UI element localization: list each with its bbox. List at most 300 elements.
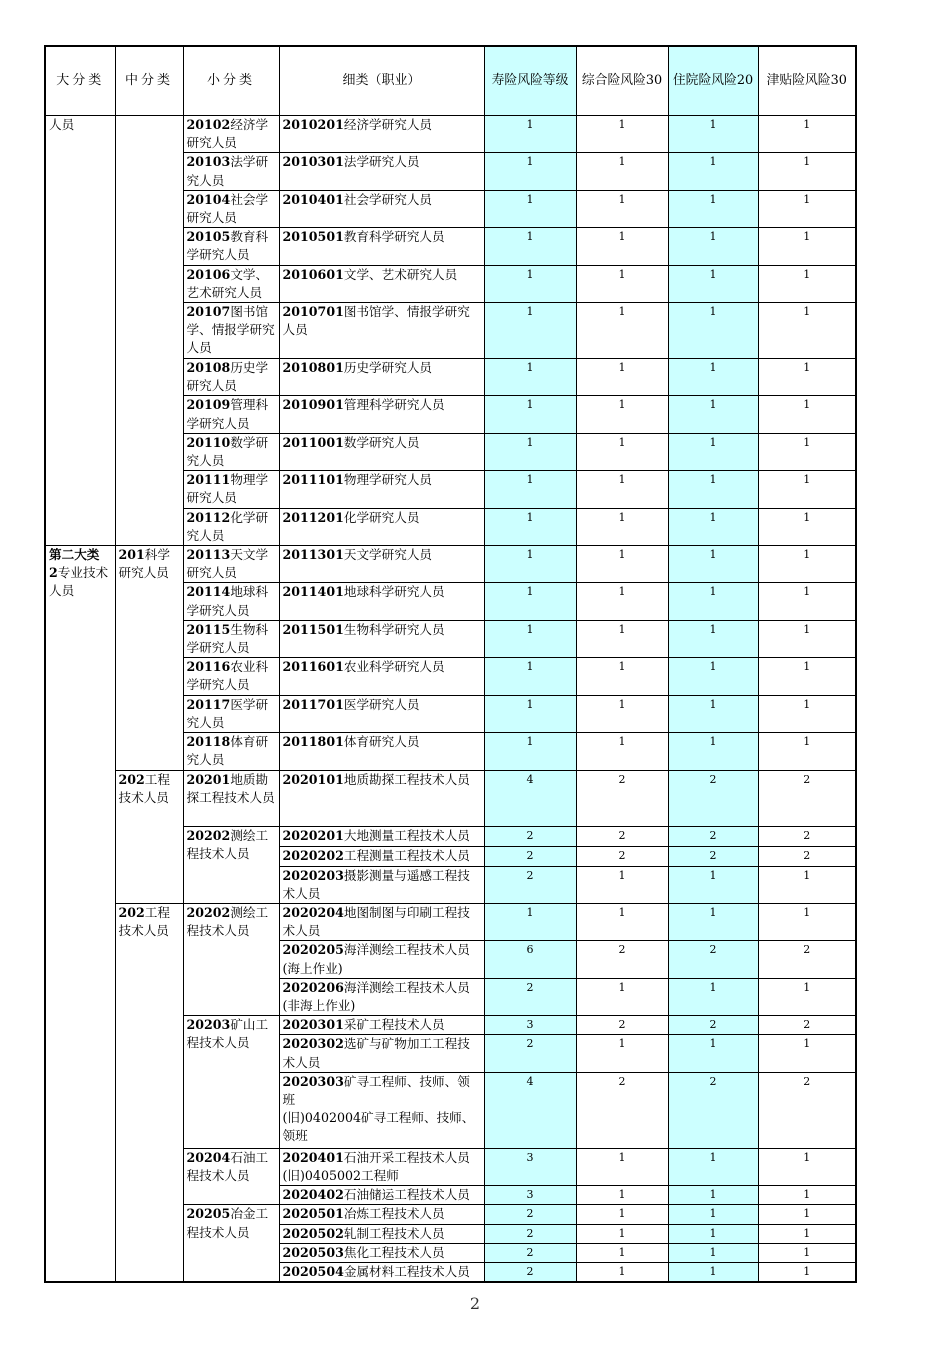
allowance-risk-value: 2 [758,770,856,826]
hospital-risk-value: 2 [668,770,758,826]
subcat-cell [183,1016,279,1149]
subcat-code: 20113 [186,547,231,563]
subcat-cell [183,153,279,190]
comprehensive-risk-value: 1 [576,1186,668,1205]
major-category-cell [45,546,115,1283]
subcat-name: 社会学研究人员 [186,191,269,226]
occupation-cell [279,471,484,508]
life-risk-value: 1 [484,190,576,227]
subcat-name: 法学研究人员 [186,154,269,188]
allowance-risk-value: 1 [758,1224,856,1243]
subcat-code: 20204 [186,1149,231,1165]
subcat-cell [183,770,279,826]
subcat-name: 石油工程技术人员 [186,1149,269,1183]
life-risk-value: 4 [484,1072,576,1148]
hospital-risk-value: 1 [668,433,758,470]
comprehensive-risk-value: 1 [576,546,668,583]
life-risk-value: 6 [484,941,576,978]
header-major-category: 大分类 [45,46,115,116]
occupation-code: 2010401 [282,191,344,207]
comprehensive-risk-value: 1 [576,1262,668,1282]
subcat-name: 文学、艺术研究人员 [186,266,269,300]
allowance-risk-value: 1 [758,658,856,695]
subcat-name: 经济学研究人员 [186,117,269,151]
occupation-name: 工程测量工程技术人员 [343,847,470,863]
header-comprehensive-risk: 综合险风险30 [576,46,668,116]
hospital-risk-value: 1 [668,1224,758,1243]
comprehensive-risk-value: 1 [576,1148,668,1185]
subcat-cell [183,116,279,153]
mid-category-cell [115,770,183,903]
allowance-risk-value: 1 [758,583,856,620]
comprehensive-risk-value: 1 [576,303,668,359]
allowance-risk-value: 1 [758,1205,856,1224]
major-category-code: 第二大类 [49,547,100,563]
occupation-code: 2020303 [282,1073,344,1089]
allowance-risk-value: 1 [758,620,856,657]
hospital-risk-value: 1 [668,359,758,396]
subcat-name: 数学研究人员 [186,434,269,469]
subcat-code: 20111 [186,472,231,488]
hospital-risk-value: 2 [668,846,758,866]
life-risk-value: 1 [484,396,576,433]
occupation-cell [279,153,484,190]
occupation-cell [279,826,484,846]
allowance-risk-value: 1 [758,190,856,227]
occupation-cell [279,978,484,1015]
comprehensive-risk-value: 1 [576,228,668,265]
allowance-risk-value: 1 [758,359,856,396]
occupation-name: 生物科学研究人员 [343,621,445,637]
mid-category-code: 202 [118,771,145,787]
occupation-cell [279,620,484,657]
occupation-cell [279,1205,484,1224]
subcat-cell [183,508,279,545]
occupation-name: 法学研究人员 [343,154,420,170]
subcat-name: 管理科学研究人员 [186,397,269,431]
life-risk-value: 3 [484,1148,576,1185]
header-allowance-risk: 津贴险风险30 [758,46,856,116]
life-risk-value: 1 [484,583,576,620]
allowance-risk-value: 1 [758,903,856,940]
subcat-cell [183,583,279,620]
occupation-name: 矿寻工程师、技师、领班 [282,1073,470,1107]
mid-category-name: 工程技术人员 [118,771,170,805]
occupation-code: 2011101 [282,472,344,488]
subcat-cell [183,733,279,770]
occupation-code: 2011401 [282,584,344,600]
allowance-risk-value: 1 [758,1186,856,1205]
subcat-code: 20108 [186,360,231,376]
subcat-name: 图书馆学、情报学研究人员 [186,304,275,356]
subcat-code: 20109 [186,397,231,413]
mid-category-code: 202 [118,904,145,920]
subcat-code: 20205 [186,1206,231,1222]
occupation-code: 2020203 [282,867,344,883]
occupation-cell [279,903,484,940]
subcat-name: 矿山工程技术人员 [186,1017,269,1051]
occupation-code: 2011301 [282,547,344,563]
hospital-risk-value: 1 [668,620,758,657]
subcat-cell [183,190,279,227]
allowance-risk-value: 1 [758,508,856,545]
occupation-code: 2011501 [282,621,344,637]
occupation-code: 2010501 [282,229,344,245]
allowance-risk-value: 2 [758,826,856,846]
subcat-cell [183,303,279,359]
comprehensive-risk-value: 1 [576,620,668,657]
comprehensive-risk-value: 1 [576,658,668,695]
occupation-cell [279,190,484,227]
subcat-name: 生物科学研究人员 [186,621,269,656]
occupation-code: 2011001 [282,434,344,450]
occupation-cell [279,1224,484,1243]
hospital-risk-value: 1 [668,116,758,153]
life-risk-value: 1 [484,695,576,732]
occupation-name: 选矿与矿物加工工程技术人员 [282,1036,470,1070]
life-risk-value: 1 [484,471,576,508]
hospital-risk-value: 1 [668,866,758,903]
occupation-code: 2020202 [282,847,344,863]
occupation-cell [279,866,484,903]
comprehensive-risk-value: 2 [576,770,668,826]
mid-category-cell [115,546,183,770]
hospital-risk-value: 2 [668,1072,758,1148]
allowance-risk-value: 1 [758,471,856,508]
life-risk-value: 1 [484,433,576,470]
subcat-code: 20104 [186,191,231,207]
life-risk-value: 1 [484,265,576,302]
occupation-code: 2020502 [282,1225,344,1241]
occupation-cell [279,583,484,620]
subcat-cell [183,396,279,433]
subcat-code: 20105 [186,229,231,245]
subcat-code: 20112 [186,509,231,525]
occupation-code: 2011201 [282,509,344,525]
allowance-risk-value: 1 [758,433,856,470]
occupation-risk-table-sheet [44,45,855,1283]
occupation-name: 化学研究人员 [343,509,420,525]
hospital-risk-value: 1 [668,583,758,620]
life-risk-value: 2 [484,1243,576,1262]
occupation-name: 体育研究人员 [343,734,420,750]
hospital-risk-value: 1 [668,658,758,695]
comprehensive-risk-value: 1 [576,153,668,190]
occupation-name: 经济学研究人员 [343,117,432,132]
occupation-code: 2020101 [282,771,344,787]
hospital-risk-value: 2 [668,826,758,846]
occupation-code: 2011801 [282,734,344,750]
hospital-risk-value: 1 [668,733,758,770]
subcat-cell [183,903,279,1015]
life-risk-value: 2 [484,826,576,846]
occupation-code: 2020204 [282,904,344,920]
life-risk-value: 1 [484,733,576,770]
occupation-cell [279,303,484,359]
table-row [45,770,856,826]
hospital-risk-value: 1 [668,508,758,545]
comprehensive-risk-value: 1 [576,1224,668,1243]
subcat-cell [183,620,279,657]
allowance-risk-value: 1 [758,866,856,903]
life-risk-value: 1 [484,546,576,583]
occupation-code: 2011701 [282,696,344,712]
comprehensive-risk-value: 1 [576,116,668,153]
occupation-legacy-note: (旧)0405002工程师 [282,1167,399,1183]
subcat-name: 地质勘探工程技术人员 [186,771,275,805]
occupation-code: 2020401 [282,1149,344,1165]
allowance-risk-value: 2 [758,846,856,866]
occupation-name: 医学研究人员 [343,696,420,712]
life-risk-value: 1 [484,303,576,359]
subcat-name: 天文学研究人员 [186,547,269,581]
subcat-code: 20117 [186,696,231,712]
occupation-name: 文学、艺术研究人员 [343,266,458,282]
occupation-code: 2010801 [282,360,344,376]
life-risk-value: 1 [484,658,576,695]
occupation-cell [279,1148,484,1185]
allowance-risk-value: 1 [758,733,856,770]
mid-category-cell [115,903,183,1282]
major-category-cell-top [45,116,115,546]
occupation-cell [279,396,484,433]
comprehensive-risk-value: 1 [576,583,668,620]
major-category-num: 2 [49,565,58,581]
allowance-risk-value: 1 [758,303,856,359]
subcat-name: 农业科学研究人员 [186,659,269,693]
comprehensive-risk-value: 1 [576,396,668,433]
occupation-name: 冶炼工程技术人员 [343,1206,445,1222]
comprehensive-risk-value: 1 [576,508,668,545]
comprehensive-risk-value: 2 [576,1016,668,1035]
hospital-risk-value: 1 [668,1035,758,1072]
occupation-cell [279,1243,484,1262]
occupation-name: 地质勘探工程技术人员 [343,771,470,787]
occupation-cell [279,733,484,770]
hospital-risk-value: 1 [668,978,758,1015]
occupation-code: 2020302 [282,1036,344,1052]
hospital-risk-value: 1 [668,1148,758,1185]
occupation-code: 2020503 [282,1244,344,1260]
occupation-cell [279,1262,484,1282]
life-risk-value: 2 [484,866,576,903]
occupation-cell [279,1186,484,1205]
occupation-risk-table [44,45,857,1283]
occupation-name: 海洋测绘工程技术人员(非海上作业) [282,979,470,1013]
subcat-code: 20201 [186,771,231,787]
comprehensive-risk-value: 2 [576,1072,668,1148]
subcat-code: 20118 [186,734,231,750]
occupation-name: 农业科学研究人员 [343,659,445,675]
occupation-legacy-note: (旧)0402004矿寻工程师、技师、领班 [282,1110,475,1144]
occupation-cell [279,433,484,470]
life-risk-value: 2 [484,1205,576,1224]
header-occupation: 细类（职业） [279,46,484,116]
subcat-cell [183,1205,279,1282]
life-risk-value: 2 [484,1262,576,1282]
occupation-cell [279,658,484,695]
subcat-name: 体育研究人员 [186,734,269,768]
subcat-cell [183,826,279,903]
mid-category-code: 201 [118,547,145,563]
hospital-risk-value: 1 [668,1243,758,1262]
allowance-risk-value: 1 [758,116,856,153]
subcat-name: 医学研究人员 [186,696,269,730]
subcat-name: 测绘工程技术人员 [186,904,269,939]
subcat-code: 20202 [186,904,231,920]
life-risk-value: 4 [484,770,576,826]
allowance-risk-value: 2 [758,1016,856,1035]
occupation-name: 社会学研究人员 [343,191,432,207]
subcat-code: 20202 [186,827,231,843]
allowance-risk-value: 1 [758,1148,856,1185]
subcat-name: 地球科学研究人员 [186,584,269,618]
allowance-risk-value: 1 [758,978,856,1015]
occupation-code: 2010901 [282,397,344,413]
occupation-name: 物理学研究人员 [343,472,432,488]
header-sub-category: 小分类 [183,46,279,116]
subcat-name: 化学研究人员 [186,509,269,543]
hospital-risk-value: 1 [668,1186,758,1205]
allowance-risk-value: 1 [758,1262,856,1282]
hospital-risk-value: 1 [668,153,758,190]
occupation-code: 2020301 [282,1017,344,1033]
life-risk-value: 1 [484,359,576,396]
occupation-name: 地图制图与印刷工程技术人员 [282,904,470,939]
hospital-risk-value: 1 [668,303,758,359]
hospital-risk-value: 1 [668,471,758,508]
subcat-cell [183,546,279,583]
comprehensive-risk-value: 1 [576,733,668,770]
allowance-risk-value: 1 [758,546,856,583]
occupation-name: 天文学研究人员 [343,547,432,563]
occupation-cell [279,770,484,826]
occupation-name: 海洋测绘工程技术人员(海上作业) [282,942,470,976]
subcat-code: 20203 [186,1017,231,1033]
occupation-code: 2010201 [282,117,344,132]
subcat-code: 20102 [186,117,231,132]
mid-category-cell-top [115,116,183,546]
occupation-cell [279,846,484,866]
hospital-risk-value: 2 [668,941,758,978]
hospital-risk-value: 1 [668,1205,758,1224]
allowance-risk-value: 2 [758,1072,856,1148]
occupation-cell [279,265,484,302]
life-risk-value: 1 [484,903,576,940]
subcat-name: 教育科学研究人员 [186,229,269,263]
subcat-code: 20103 [186,154,231,170]
comprehensive-risk-value: 1 [576,433,668,470]
occupation-name: 金属材料工程技术人员 [343,1263,470,1279]
occupation-name: 地球科学研究人员 [343,584,445,600]
allowance-risk-value: 1 [758,396,856,433]
comprehensive-risk-value: 1 [576,695,668,732]
occupation-code: 2010601 [282,266,344,282]
comprehensive-risk-value: 2 [576,846,668,866]
comprehensive-risk-value: 1 [576,978,668,1015]
occupation-name: 石油储运工程技术人员 [343,1187,470,1203]
occupation-cell [279,508,484,545]
comprehensive-risk-value: 1 [576,265,668,302]
occupation-name: 教育科学研究人员 [343,229,445,245]
life-risk-value: 3 [484,1016,576,1035]
occupation-cell [279,228,484,265]
life-risk-value: 1 [484,620,576,657]
table-row [45,116,856,153]
subcat-cell [183,695,279,732]
subcat-code: 20107 [186,304,231,320]
subcat-code: 20110 [186,434,231,450]
hospital-risk-value: 2 [668,1016,758,1035]
comprehensive-risk-value: 1 [576,190,668,227]
allowance-risk-value: 2 [758,941,856,978]
allowance-risk-value: 1 [758,695,856,732]
subcat-code: 20116 [186,659,231,675]
subcat-name: 物理学研究人员 [186,472,269,506]
allowance-risk-value: 1 [758,1243,856,1262]
comprehensive-risk-value: 2 [576,826,668,846]
major-category-fragment: 人员 [49,117,75,132]
subcat-cell [183,1148,279,1205]
occupation-cell [279,116,484,153]
occupation-code: 2020205 [282,942,344,958]
occupation-code: 2020501 [282,1206,344,1222]
subcat-code: 20106 [186,266,231,282]
occupation-name: 焦化工程技术人员 [343,1244,445,1260]
comprehensive-risk-value: 1 [576,359,668,396]
life-risk-value: 2 [484,846,576,866]
hospital-risk-value: 1 [668,396,758,433]
occupation-name: 采矿工程技术人员 [343,1017,445,1033]
mid-category-name: 科学研究人员 [118,547,170,581]
occupation-name: 历史学研究人员 [343,360,432,376]
occupation-code: 2020206 [282,979,344,995]
occupation-name: 轧制工程技术人员 [343,1225,445,1241]
life-risk-value: 2 [484,1035,576,1072]
allowance-risk-value: 1 [758,153,856,190]
occupation-name: 大地测量工程技术人员 [343,827,470,843]
major-category-name: 专业技术人员 [49,565,109,599]
hospital-risk-value: 1 [668,695,758,732]
hospital-risk-value: 1 [668,190,758,227]
header-life-risk: 寿险风险等级 [484,46,576,116]
life-risk-value: 3 [484,1186,576,1205]
occupation-cell [279,1072,484,1148]
hospital-risk-value: 1 [668,1262,758,1282]
hospital-risk-value: 1 [668,265,758,302]
occupation-cell [279,1035,484,1072]
hospital-risk-value: 1 [668,546,758,583]
life-risk-value: 1 [484,153,576,190]
header-hospital-risk: 住院险风险20 [668,46,758,116]
subcat-code: 20115 [186,621,231,637]
occupation-code: 2020402 [282,1187,344,1203]
subcat-code: 20114 [186,584,231,600]
header-row [45,46,856,116]
comprehensive-risk-value: 1 [576,1243,668,1262]
occupation-name: 摄影测量与遥感工程技术人员 [282,867,470,901]
subcat-cell [183,658,279,695]
mid-category-name: 工程技术人员 [118,904,170,939]
occupation-code: 2010701 [282,304,344,320]
subcat-cell [183,228,279,265]
occupation-code: 2020504 [282,1263,344,1279]
subcat-name: 冶金工程技术人员 [186,1206,269,1240]
occupation-cell [279,695,484,732]
subcat-cell [183,471,279,508]
comprehensive-risk-value: 1 [576,471,668,508]
table-row [45,546,856,583]
